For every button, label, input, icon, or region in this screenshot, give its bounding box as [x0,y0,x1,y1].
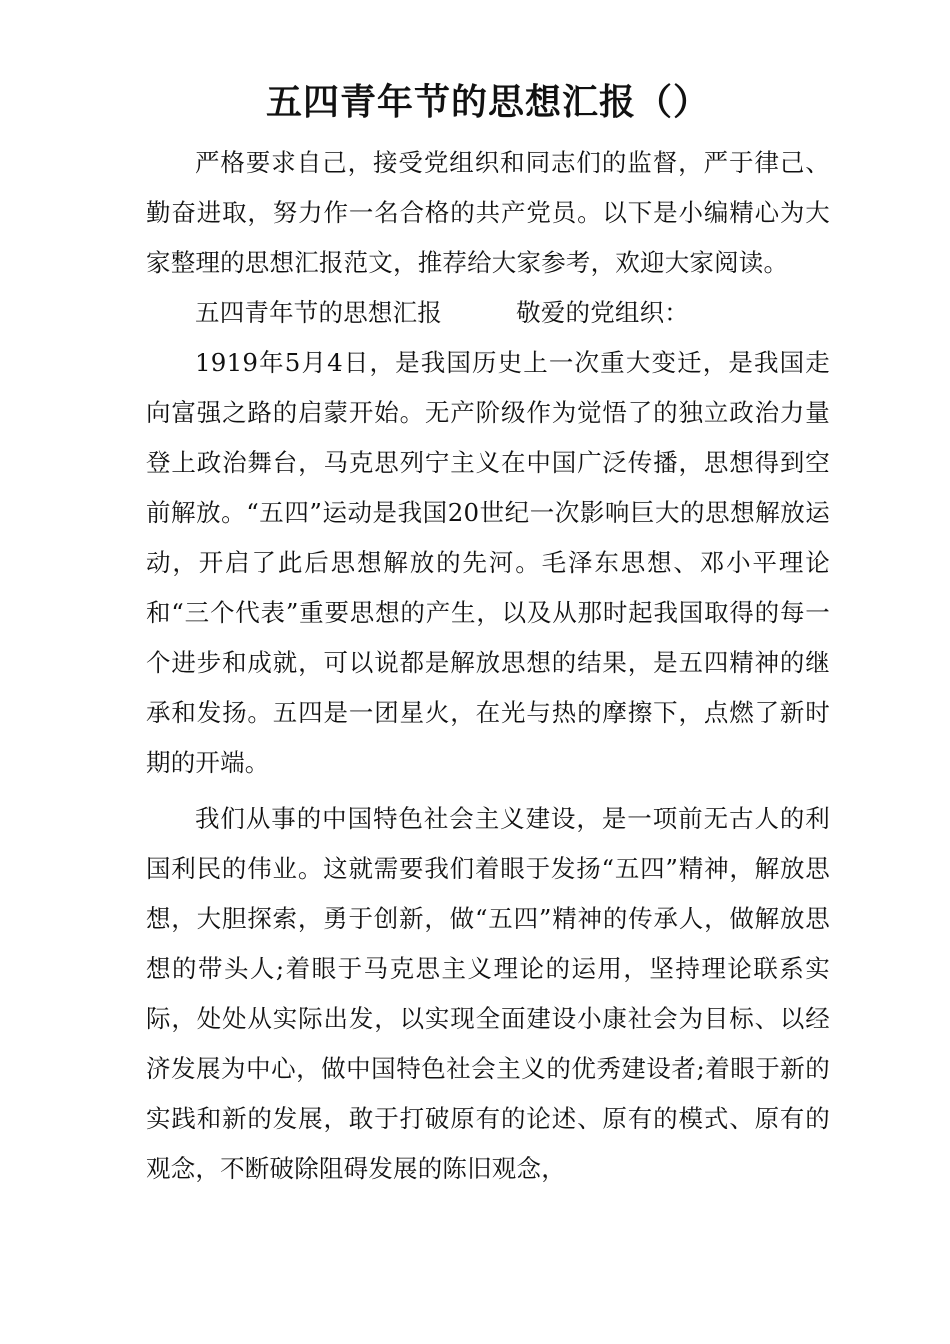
document-title: 五四青年节的思想汇报（） [265,81,710,123]
body-paragraph-construction: 我们从事的中国特色社会主义建设，是一项前无古人的利国利民的伟业。这就需要我们着眼于发扬“五四”精神，解放思想，大胆探索，勇于创新，做“五四”精神的传承人，做解放思想的带头人;着眼于马克思主义理论的运用，坚持理论联系实际，处处从实际出发，以实现全面建设小康社会为目标、以经济发展为中心，做中国特色社会主义的优秀建设者;着眼于新的实践和新的发展，敢于打破原有的论述、原有的模式、原有的观念，不断破除阻碍发展的陈旧观念， [146,804,830,1183]
intro-paragraph: 严格要求自己，接受党组织和同志们的监督，严于律己、勤奋进取，努力作一名合格的共产党员。以下是小编精心为大家整理的思想汇报范文，推荐给大家参考，欢迎大家阅读。 [146,148,830,277]
body-paragraph-history: 1919年5月4日，是我国历史上一次重大变迁，是我国走向富强之路的启蒙开始。无产阶级作为觉悟了的独立政治力量登上政治舞台，马克思列宁主义在中国广泛传播，思想得到空前解放。“五四”运动是我国20世纪一次影响巨大的思想解放运动，开启了此后思想解放的先河。毛泽东思想、邓小平理论和“三个代表”重要思想的产生，以及从那时起我国取得的每一个进步和成就，可以说都是解放思想的结果，是五四精神的继承和发扬。五四是一团星火，在光与热的摩擦下，点燃了新时期的开端。 [146,348,830,777]
salutation-line: 五四青年节的思想汇报 敬爱的党组织： [195,298,689,327]
